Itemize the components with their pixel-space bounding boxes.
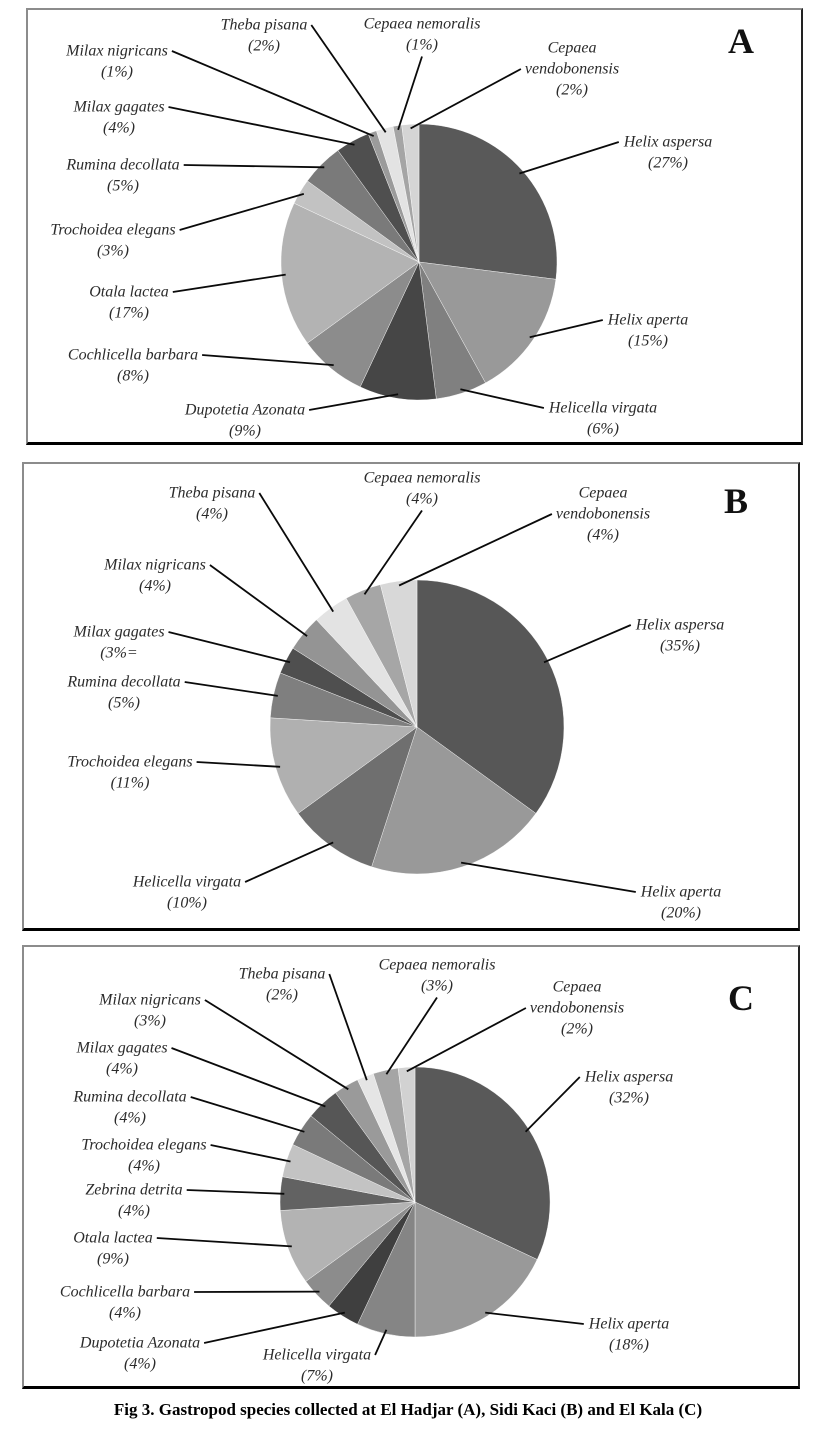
leader-line-theba-pisana bbox=[311, 25, 385, 132]
leader-line-theba-pisana bbox=[329, 974, 367, 1080]
panel-letter-C: C bbox=[728, 978, 754, 1018]
slice-label-otala-lactea: Otala lactea (9%) bbox=[73, 1229, 153, 1268]
panel-B bbox=[22, 462, 800, 931]
slice-label-helix-aspersa: Helix aspersa (27%) bbox=[623, 133, 713, 172]
leader-line-zebrina-detrita bbox=[187, 1190, 285, 1194]
leader-line-trochoidea-elegans bbox=[197, 762, 281, 767]
slice-label-trochoidea-elegans: Trochoidea elegans (3%) bbox=[50, 221, 176, 260]
slice-label-trochoidea-elegans: Trochoidea elegans (11%) bbox=[67, 753, 193, 792]
leader-line-trochoidea-elegans bbox=[180, 194, 304, 230]
leader-line-milax-nigricans bbox=[210, 565, 307, 636]
leader-line-dupotetia-azonata bbox=[204, 1313, 345, 1343]
figure-caption: Fig 3. Gastropod species collected at El Hadjar (A), Sidi Kaci (B) and El Kala (C) bbox=[113, 1400, 703, 1419]
pie-chart-B bbox=[24, 464, 798, 928]
leader-line-helix-aspersa bbox=[519, 142, 618, 174]
slice-label-milax-nigricans: Milax nigricans (1%) bbox=[66, 42, 168, 81]
leader-line-helix-aspersa bbox=[544, 625, 631, 662]
slice-label-helix-aspersa: Helix aspersa (32%) bbox=[584, 1068, 674, 1107]
slice-label-helicella-virgata: Helicella virgata (7%) bbox=[262, 1346, 372, 1385]
panel-C bbox=[22, 945, 800, 1389]
slice-label-milax-nigricans: Milax nigricans (3%) bbox=[99, 991, 201, 1030]
slice-label-cepaea-nemoralis: Cepaea nemoralis (1%) bbox=[363, 15, 481, 54]
slice-label-otala-lactea: Otala lactea (17%) bbox=[89, 283, 169, 322]
slice-label-milax-nigricans: Milax nigricans (4%) bbox=[104, 556, 206, 595]
leader-line-theba-pisana bbox=[259, 493, 333, 612]
slice-label-cepaea-vendobonensis: Cepaea vendobonensis (4%) bbox=[555, 484, 651, 544]
leader-line-helicella-virgata bbox=[460, 389, 544, 408]
leader-line-cepaea-vendobonensis bbox=[399, 514, 552, 586]
leader-line-helicella-virgata bbox=[375, 1330, 386, 1355]
slice-label-cochlicella-barbara: Cochlicella barbara (8%) bbox=[67, 346, 199, 385]
slice-label-theba-pisana: Theba pisana (2%) bbox=[238, 965, 326, 1004]
leader-line-helix-aperta bbox=[485, 1313, 584, 1324]
panel-letter-B: B bbox=[724, 481, 749, 521]
slice-label-helix-aperta: Helix aperta (18%) bbox=[588, 1315, 670, 1354]
leader-line-otala-lactea bbox=[157, 1238, 292, 1246]
leader-line-rumina-decollata bbox=[184, 165, 325, 167]
leader-line-milax-gagates bbox=[169, 632, 291, 662]
slice-label-helix-aperta: Helix aperta (15%) bbox=[607, 311, 689, 350]
leader-line-cepaea-nemoralis bbox=[386, 998, 437, 1075]
slice-label-dupotetia-azonata: Dupotetia Azonata (9%) bbox=[184, 401, 306, 440]
panel-A bbox=[26, 8, 803, 445]
slice-label-dupotetia-azonata: Dupotetia Azonata (4%) bbox=[79, 1334, 201, 1373]
panel-letter-A: A bbox=[728, 21, 754, 61]
slice-label-cepaea-nemoralis: Cepaea nemoralis (3%) bbox=[378, 956, 496, 995]
slice-label-cepaea-vendobonensis: Cepaea vendobonensis (2%) bbox=[529, 978, 625, 1038]
pie-chart-A bbox=[28, 10, 801, 442]
slice-label-milax-gagates: Milax gagates (4%) bbox=[76, 1039, 168, 1078]
slice-label-helicella-virgata: Helicella virgata (10%) bbox=[132, 873, 242, 912]
pie-chart-C bbox=[24, 947, 798, 1386]
leader-line-helix-aspersa bbox=[526, 1077, 580, 1132]
slice-label-trochoidea-elegans: Trochoidea elegans (4%) bbox=[81, 1136, 207, 1175]
leader-line-milax-gagates bbox=[169, 107, 355, 145]
leader-line-helicella-virgata bbox=[245, 842, 333, 882]
leader-line-milax-nigricans bbox=[172, 51, 374, 136]
slice-label-theba-pisana: Theba pisana (2%) bbox=[220, 16, 308, 55]
pie-slice-helix-aspersa bbox=[419, 124, 557, 279]
slice-label-zebrina-detrita: Zebrina detrita (4%) bbox=[85, 1181, 183, 1220]
leader-line-trochoidea-elegans bbox=[211, 1145, 291, 1162]
leader-line-cochlicella-barbara bbox=[202, 355, 334, 365]
slice-label-rumina-decollata: Rumina decollata (5%) bbox=[66, 156, 180, 195]
slice-label-helix-aspersa: Helix aspersa (35%) bbox=[635, 616, 725, 655]
slice-label-cepaea-nemoralis: Cepaea nemoralis (4%) bbox=[363, 469, 481, 508]
slice-label-cochlicella-barbara: Cochlicella barbara (4%) bbox=[59, 1283, 191, 1322]
leader-line-helix-aperta bbox=[461, 863, 636, 892]
leader-line-otala-lactea bbox=[173, 275, 286, 292]
leader-line-cepaea-vendobonensis bbox=[411, 69, 521, 128]
leader-line-cepaea-nemoralis bbox=[398, 57, 422, 130]
slice-label-helicella-virgata: Helicella virgata (6%) bbox=[548, 399, 658, 438]
slice-label-rumina-decollata: Rumina decollata (5%) bbox=[67, 673, 181, 712]
slice-label-rumina-decollata: Rumina decollata (4%) bbox=[73, 1088, 187, 1127]
slice-label-milax-gagates: Milax gagates (4%) bbox=[73, 98, 165, 137]
leader-line-dupotetia-azonata bbox=[309, 394, 398, 410]
leader-line-rumina-decollata bbox=[191, 1097, 305, 1132]
slice-label-cepaea-vendobonensis: Cepaea vendobonensis (2%) bbox=[524, 39, 620, 99]
leader-line-rumina-decollata bbox=[185, 682, 278, 696]
leader-line-milax-nigricans bbox=[205, 1000, 348, 1089]
slice-label-helix-aperta: Helix aperta (20%) bbox=[640, 883, 722, 922]
slice-label-theba-pisana: Theba pisana (4%) bbox=[168, 484, 256, 523]
slice-label-milax-gagates: Milax gagates (3%= bbox=[73, 623, 165, 662]
